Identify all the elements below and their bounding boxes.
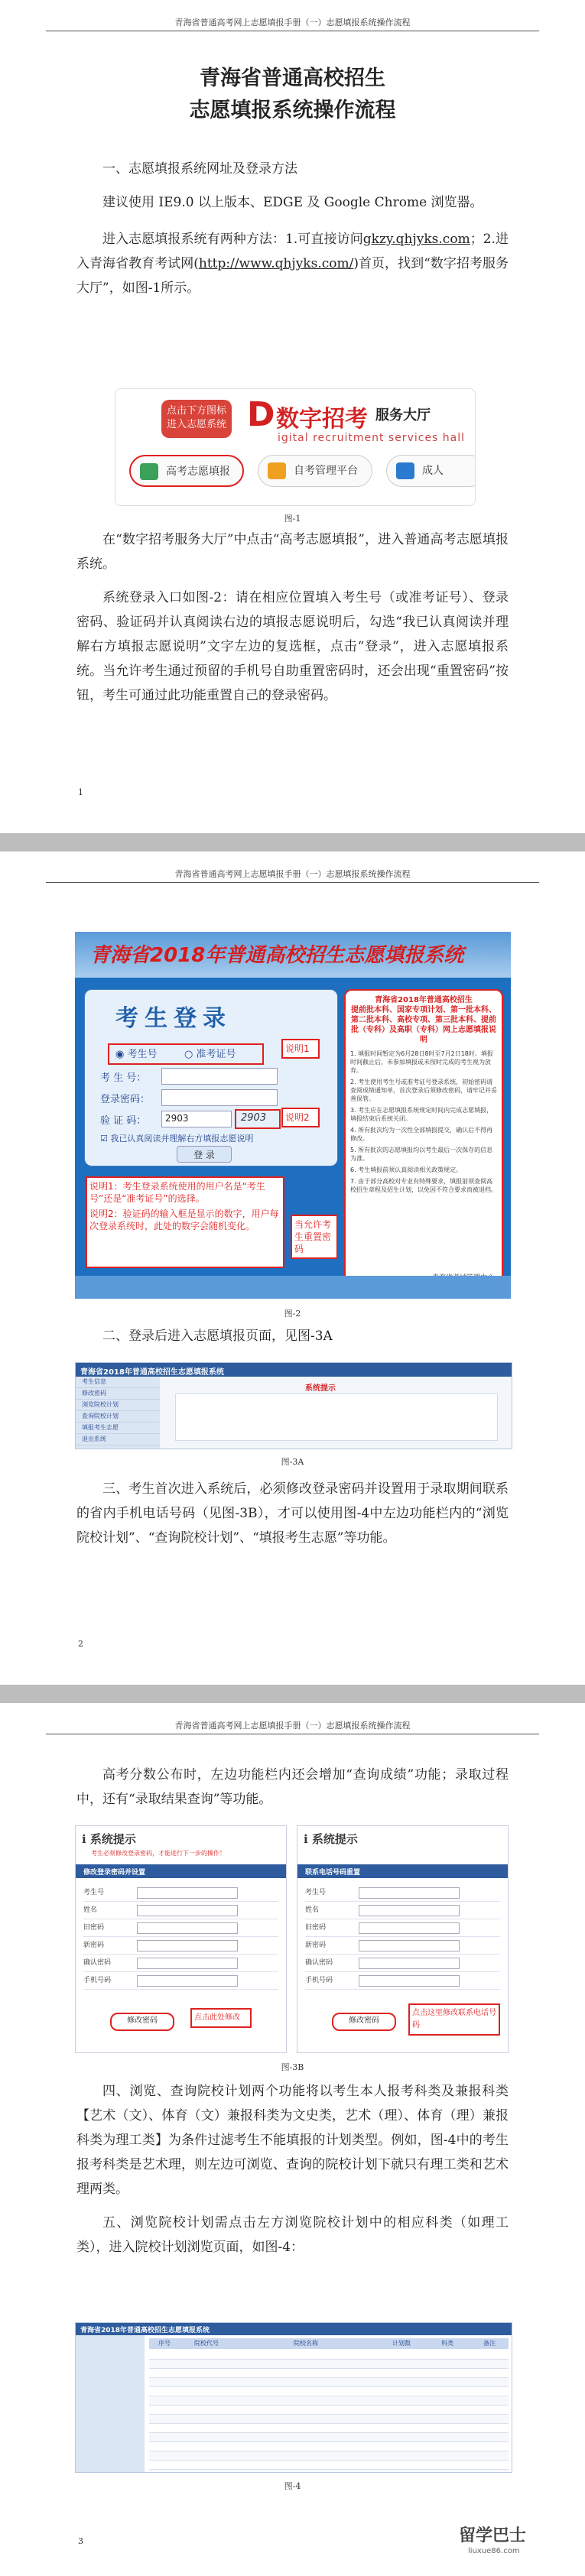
note-explanations [86,1176,284,1268]
page-number-1: 1 [78,787,83,797]
fig3b-form-label: 姓名 [305,1906,320,1914]
section-2-heading: 二、登录后进入志愿填报页面，见图-3A [102,1329,333,1344]
table-row[interactable] [149,2387,509,2396]
fig4-sidebar [76,2335,145,2472]
table-row[interactable] [149,2369,509,2378]
fig3b-form-row [305,1955,500,1972]
fig3b-right [297,1825,509,2053]
fig3b-form-input[interactable] [137,1975,238,1987]
fig3b-form-input[interactable] [359,1922,460,1934]
figure-3a-main [75,1362,512,1449]
instruction-item: 6. 考生填报前须认真阅读相关政策规定。 [350,1166,463,1173]
table-row[interactable] [149,2351,509,2360]
fig4-header-title: 青海省2018年普通高校招生志愿填报系统 [80,2327,210,2334]
agree-label: 我已认真阅读并理解右方填报志愿说明 [110,1134,254,1144]
fig4-rows [149,2351,509,2469]
fig4-column-headers [149,2338,509,2349]
fig3b-form-input[interactable] [137,1940,238,1951]
captcha-input[interactable] [161,1111,232,1127]
instruction-panel [344,989,503,1291]
hint-bubble: 点击下方图标 进入志愿系统 [161,400,232,438]
fig4-column-header: 院校名称 [294,2340,318,2347]
login-footer-strip [75,1276,511,1299]
fig3b-form-row [305,1937,500,1955]
paragraph-first-login: 三、考生首次进入系统后，必须修改登录密码并设置用于录取期间联系的省内手机电话号码（见图-3B），才可以使用图-4中左边功能栏内的“浏览院校计划”、“查询院校计划”、“填报考生志愿”等功能。 [76,1481,509,1546]
table-row[interactable] [149,2406,509,2415]
fig3b-form-input[interactable] [359,1940,460,1951]
fig3a-header-title: 青海省2018年普通高校招生志愿填报系统 [80,1368,224,1377]
captcha-image: 2903 [241,1112,267,1124]
running-header-2: 青海省普通高考网上志愿填报手册（一）志愿填报系统操作流程 [46,868,539,883]
login-title: 考生登录 [115,1005,232,1032]
fig3b-right-button-label: 修改密码 [349,2016,379,2025]
login-banner-title: 青海省2018年普通高校招生志愿填报系统 [90,944,464,967]
paragraph-browse-plan: 五、浏览院校计划需点击左方浏览院校计划中的相应科类（如理工类），进入院校计划浏览页面，如图-4： [76,2215,509,2255]
fig3b-form-row [83,1902,278,1919]
logo-hall: 服务大厅 [375,407,431,423]
caption-fig2: 图-2 [284,1309,301,1319]
access-text-a: 进入志愿填报系统有两种方法：1.可直接访问 [102,232,363,247]
fig3b-left-sub: 考生必须修改登录密码，才能进行下一步的操作！ [91,1850,226,1857]
fig3b-left-title: ℹ 系统提示 [82,1832,136,1846]
fig3b-form-input[interactable] [137,1887,238,1899]
page-number-2: 2 [78,1639,83,1649]
page-number-3: 3 [78,2536,83,2546]
instruction-list [350,1050,497,1194]
explain-2: 说明2：验证码的输入框是显示的数字，用户每次登录系统时，此处的数字会随机变化。 [89,1209,279,1231]
paragraph-access-methods [76,227,509,300]
table-row[interactable] [149,2396,509,2406]
instruction-item: 4. 所有批次均为一次性全部填报提交，确认后不得再修改。 [350,1127,493,1142]
fig4-column-header: 计划数 [392,2340,411,2347]
fig3b-form-label: 手机号码 [83,1977,112,1984]
fig3b-left-button-label: 修改密码 [127,2016,158,2025]
table-row[interactable] [149,2378,509,2387]
fig3a-sidebar-item[interactable]: 退出系统 [76,1434,160,1445]
agree-checkbox[interactable]: ☑ 我已认真阅读并理解右方填报志愿说明 [100,1134,254,1144]
fig3b-left-title-text: 系统提示 [89,1832,136,1846]
radio-ticket-number[interactable]: ○ 准考证号 [184,1049,236,1060]
instruction-item: 3. 考生应在志愿填报系统规定时间内完成志愿填报，填报结束后系统关闭。 [350,1107,493,1122]
instruction-title: 青海省2018年普通高校招生 提前批本科、国家专项计划、第一批本科、第二批本科、高校专项、第三批本科、提前批（专科）及高职（专科）网上志愿填报说明 [351,996,496,1044]
note-2-tag: 说明2 [281,1108,320,1127]
radio1-label: 考生号 [127,1049,158,1060]
figure-2-login [75,932,511,1299]
fig4-column-header: 备注 [483,2340,496,2347]
instruction-item: 5. 所有批次的志愿填报均以考生最后一次保存的信息为准。 [350,1147,493,1162]
fig3b-form-label: 新密码 [83,1942,105,1949]
watermark-url: liuxue86.com [468,2547,520,2555]
fig3b-form-input[interactable] [137,1922,238,1934]
fig3b-form-label: 考生号 [83,1889,105,1896]
fig3b-form-label: 姓名 [83,1906,98,1914]
radio2-label: 准考证号 [196,1049,236,1060]
fig3b-right-rows [305,1884,500,1990]
fig3b-right-title: ℹ 系统提示 [304,1832,358,1846]
logo-title: 数字招考 [276,406,368,433]
login-button-label: 登 录 [193,1150,215,1160]
fig3a-sidebar-item[interactable]: 填报考生志愿 [76,1423,160,1434]
btn2-label: 自考管理平台 [294,465,358,477]
paragraph-browser: 建议使用 IE9.0 以上版本、EDGE 及 Google Chrome 浏览器。 [102,195,483,210]
fig4-column-header: 科类 [441,2340,453,2347]
fig3b-form-row [83,1972,278,1990]
captcha-input-value: 2903 [165,1113,189,1124]
page-3 [0,1703,585,2576]
fig3b-form-label: 旧密码 [305,1924,327,1932]
table-row[interactable] [149,2461,509,2470]
caption-fig3b: 图-3B [281,2062,304,2072]
login-button[interactable] [177,1146,232,1163]
reset-note: 当允许考生重置密码 [291,1215,338,1259]
page-1 [0,0,585,833]
running-header-3: 青海省普通高考网上志愿填报手册（一）志愿填报系统操作流程 [46,1720,539,1734]
fig3b-form-label: 旧密码 [83,1924,105,1932]
paragraph-score-function: 高考分数公布时，左边功能栏内还会增加“查询成绩”功能；录取过程中，还有“录取结果查询”等功能。 [76,1767,509,1807]
login-card [84,989,338,1166]
running-header: 青海省普通高考网上志愿填报手册（一）志愿填报系统操作流程 [46,17,539,31]
table-row[interactable] [149,2470,509,2473]
caption-fig1: 图-1 [284,514,301,524]
paragraph-filter-rule: 四、浏览、查询院校计划两个功能将以考生本人报考科类及兼报科类【艺术（文）、体育（文）兼报科类为文史类，艺术（理）、体育（理）兼报科类为理工类】为条件过滤考生不能填报的计划类型。例如，图-4中的考生报考科类是艺术理，则左边可浏览、查询的院校计划下就只有理工类和艺术理两类。 [76,2084,509,2197]
fig3b-form-label: 考生号 [305,1889,327,1896]
fig3b-left-button[interactable] [110,2013,174,2031]
fig3b-form-row [305,1902,500,1919]
password-input[interactable] [161,1089,278,1106]
fig3b-form-row [83,1919,278,1937]
fig3a-sidebar-item[interactable]: 查询院校计划 [76,1411,160,1423]
table-row[interactable] [149,2360,509,2369]
fig3b-form-input[interactable] [137,1958,238,1969]
fig3b-left-rows [83,1884,278,1990]
fig3b-form-row [305,1884,500,1902]
fig3b-form-row [83,1937,278,1955]
access-text-b: ；2.进入青海省教育考试网( [76,232,509,271]
table-row[interactable] [149,2433,509,2442]
caption-fig3a: 图-3A [281,1457,304,1467]
fig4-column-header: 序号 [158,2340,171,2347]
fig4-column-header: 院校代号 [194,2340,219,2347]
link-gkzy[interactable]: gkzy.qhjyks.com [362,232,470,247]
fig3b-form-row [305,1972,500,1990]
caption-fig4: 图-4 [284,2481,301,2491]
label-user: 考 生 号： [100,1072,147,1084]
fig3b-right-button[interactable] [332,2013,396,2031]
figure-4-plan-list [75,2322,512,2473]
fig3b-form-input[interactable] [359,1905,460,1916]
instruction-item: 2. 考生使用考生号或准考证号登录系统，初始密码请查阅成绩通知单，首次登录后须修改密码，请牢记并妥善保管。 [350,1079,497,1102]
fig3a-sidebar-item[interactable]: 考生信息 [76,1377,160,1388]
fig3b-form-input[interactable] [359,1975,460,1987]
book-icon [396,462,414,479]
fig3b-form-label: 新密码 [305,1942,327,1949]
gaokao-volunteer-button[interactable] [129,455,244,487]
fig3b-right-box: 联系电话号码重置 [305,1869,361,1877]
explain-1: 说明1：考生登录系统使用的用户名是“考生号”还是“准考证号”的选择。 [89,1181,265,1204]
fig3b-form-row [83,1955,278,1972]
fig3b-form-label: 确认密码 [305,1959,333,1967]
user-input[interactable] [161,1068,278,1085]
radio-exam-number[interactable]: ◉ 考生号 [115,1049,158,1060]
self-exam-button[interactable] [258,455,372,487]
logo-letter: D [247,395,275,434]
fig3b-right-title-text: 系统提示 [311,1832,358,1846]
paragraph-click-hall: 在“数字招考服务大厅”中点击“高考志愿填报”，进入普通高考志愿填报系统。 [76,532,509,572]
fig3a-sidebar-item[interactable]: 修改密码 [76,1388,160,1400]
table-row[interactable] [149,2451,509,2461]
fig3a-main-title: 系统提示 [305,1384,336,1393]
fig3a-content [175,1393,498,1441]
link-qhjyks[interactable]: http://www.qhjyks.com/ [198,256,354,271]
label-captcha: 验 证 码： [100,1115,147,1127]
figure-3b [75,1825,511,2055]
document-title-line2: 志愿填报系统操作流程 [189,99,396,122]
watermark-logo: 留学巴士 [459,2526,527,2545]
logo-subtitle: igital recruitment services hall [278,432,466,444]
fig3b-form-label: 手机号码 [305,1977,333,1984]
fig3b-form-row [83,1884,278,1902]
fig3b-left [75,1825,287,2053]
table-row[interactable] [149,2442,509,2451]
btn3-label: 成人 [422,465,444,477]
fig3b-form-label: 确认密码 [83,1959,112,1967]
phone-icon [140,463,158,480]
fig3b-form-row [305,1919,500,1937]
fig3b-form-input[interactable] [359,1887,460,1899]
instruction-item: 1. 填报时间暂定为6月28日8时至7月2日18时。填报时间截止后，未参加填报或未按时完成的考生视为放弃。 [350,1050,493,1074]
fig3b-form-input[interactable] [359,1958,460,1969]
table-row[interactable] [149,2415,509,2424]
fig3a-sidebar [76,1377,160,1449]
paragraph-login-entry: 系统登录入口如图-2：请在相应位置填入考生号（或准考证号）、登录密码、验证码并认真阅读右边的填报志愿说明后，勾选“我已认真阅读并理解右方填报志愿说明”文字左边的复选框，点击“登录”，进入志愿填报系统。当允许考生通过预留的手机号自助重置密码时，还会出现“重置密码”按钮，考生可通过此功能重置自己的登录密码。 [76,590,509,703]
note-1-tag: 说明1 [281,1039,320,1059]
label-password: 登录密码： [100,1094,151,1105]
btn1-label: 高考志愿填报 [166,466,230,478]
adult-exam-button[interactable] [386,455,476,487]
document-title-line1: 青海省普通高校招生 [200,67,385,90]
access-text-c: )首页，找到“数字招考服务大厅”，如图-1所示。 [76,256,509,296]
fig3b-left-box: 修改登录密码并设置 [83,1869,146,1877]
fig3b-left-note: 点击此处修改 [190,2008,252,2028]
monitor-icon [268,462,286,479]
instruction-item: 7. 由于部分高校对专业有特殊要求，填报前须查阅高校招生章程及招生计划，以免因不符合要求而被退档。 [350,1178,497,1193]
section-1-heading: 一、志愿填报系统网址及登录方法 [102,161,297,177]
fig3b-right-note: 点击这里修改联系电话号码 [408,2003,500,2036]
fig3b-form-input[interactable] [137,1905,238,1916]
fig3a-sidebar-item[interactable]: 浏览院校计划 [76,1400,160,1411]
figure-1-service-hall [115,388,476,506]
table-row[interactable] [149,2424,509,2433]
page-2 [0,852,585,1685]
